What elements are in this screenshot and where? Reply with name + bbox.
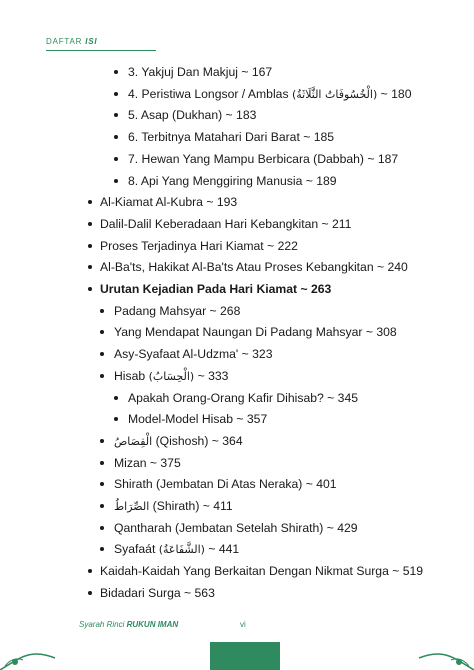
toc-entry-text — [100, 279, 331, 299]
toc-entry-text — [128, 127, 334, 147]
page-number: vi — [240, 620, 246, 629]
toc-entry-arabic: الْقِصَاصُ — [114, 434, 153, 448]
toc-entry[interactable] — [0, 127, 474, 147]
toc-entry-text — [114, 539, 239, 560]
bullet-icon — [100, 461, 104, 465]
toc-entry-title: Hisab — [114, 368, 146, 383]
toc-entry-arabic: (الْحِسَابُ) — [148, 369, 195, 383]
toc-entry[interactable] — [0, 344, 474, 364]
toc-entry[interactable] — [0, 409, 474, 429]
toc-entry-title: Apakah Orang-Orang Kafir Dihisab? ~ 345 — [128, 390, 359, 405]
toc-entry-text — [114, 453, 181, 473]
bullet-icon — [114, 157, 118, 161]
toc-entry-title: 6. Terbitnya Matahari Dari Barat ~ — [128, 130, 311, 145]
toc-entry-text — [114, 322, 397, 342]
bullet-icon — [100, 352, 104, 356]
toc-entry-text — [128, 388, 358, 408]
toc-entry-page: ~ 189 — [305, 173, 337, 188]
toc-entry-text — [100, 236, 298, 256]
toc-entry-title: Proses Terjadinya Hari Kiamat ~ 222 — [100, 238, 298, 253]
bullet-icon — [88, 591, 92, 595]
toc-entry-title: 7. Hewan Yang Mampu Berbicara (Dabbah) ~ 187 — [128, 151, 399, 166]
bullet-icon — [88, 200, 92, 204]
footer-book-title — [79, 620, 178, 629]
footer-ornament-left — [0, 628, 60, 670]
toc-entry[interactable] — [0, 301, 474, 321]
toc-entry[interactable] — [0, 279, 474, 299]
footer-tab-decoration — [210, 642, 280, 670]
toc-entry-text — [128, 409, 267, 429]
toc-entry-text — [100, 561, 423, 581]
footer-ornament-right — [414, 628, 474, 670]
toc-entry-title: Al-Ba'ts, Hakikat Al-Ba'ts Atau Proses Kebangkitan ~ 240 — [100, 260, 408, 275]
toc-entry-title: 4. Peristiwa Longsor / Amblas — [128, 86, 289, 101]
toc-entry[interactable] — [0, 539, 474, 559]
toc-entry[interactable] — [0, 257, 474, 277]
section-header — [46, 37, 97, 46]
toc-entry-arabic: الصِّرَاطُ — [114, 500, 150, 513]
toc-entry[interactable] — [0, 84, 474, 104]
toc-entry[interactable] — [0, 105, 474, 125]
toc-entry-text — [128, 84, 412, 105]
header-rule — [46, 50, 156, 51]
bullet-icon — [100, 547, 104, 551]
bullet-icon — [114, 396, 118, 400]
toc-entry-title: 3. Yakjuj Dan Makjuj — [128, 65, 238, 79]
toc-entry[interactable] — [0, 388, 474, 408]
header-label: DAFTAR — [46, 37, 83, 46]
header-label-bold: ISI — [85, 37, 98, 46]
bullet-icon — [100, 526, 104, 530]
bullet-icon — [88, 222, 92, 226]
toc-entry-title: Urutan Kejadian Pada Hari Kiamat ~ 263 — [100, 282, 332, 296]
toc-entry-text — [100, 192, 237, 212]
toc-entry-text — [128, 105, 256, 125]
toc-entry-title: Mizan ~ 375 — [114, 455, 181, 470]
toc-entry-title: Model-Model Hisab ~ 357 — [128, 412, 268, 427]
bullet-icon — [114, 92, 118, 96]
toc-entry-page: ~ 167 — [241, 65, 273, 79]
bullet-icon — [88, 265, 92, 269]
toc-entry[interactable] — [0, 214, 474, 234]
toc-entry-title: Kaidah-Kaidah Yang Berkaitan Dengan Nikmat Surga ~ 519 — [100, 564, 424, 579]
bullet-icon — [114, 70, 118, 74]
toc-entry-title: Asy-Syafaat Al-Udzma' ~ 323 — [114, 347, 273, 362]
toc-entry[interactable] — [0, 149, 474, 169]
toc-entry[interactable] — [0, 366, 474, 386]
footer-book-light: Syarah Rinci — [79, 620, 125, 629]
bullet-icon — [114, 135, 118, 139]
toc-entry-page: ~ 180 — [380, 86, 412, 101]
toc-entry-title: Qantharah (Jembatan Setelah Shirath) ~ 429 — [114, 520, 358, 535]
bullet-icon — [100, 439, 104, 443]
toc-entry-text — [114, 344, 272, 364]
toc-entry-page: 185 — [313, 130, 335, 145]
toc-entry-text — [100, 257, 408, 277]
toc-entry[interactable] — [0, 62, 474, 82]
toc-entry-title: Dalil-Dalil Keberadaan Hari Kebangkitan ~ 211 — [100, 216, 352, 231]
toc-entry[interactable] — [0, 583, 474, 603]
toc-entry-text — [114, 518, 358, 538]
toc-entry-text — [114, 366, 228, 387]
bullet-icon — [114, 417, 118, 421]
toc-entry-title: 5. Asap (Dukhan) ~ 183 — [128, 108, 257, 123]
toc-entry-title: Syafaát — [114, 542, 156, 557]
bullet-icon — [88, 287, 92, 291]
toc-entry[interactable] — [0, 474, 474, 494]
bullet-icon — [100, 374, 104, 378]
bullet-icon — [100, 482, 104, 486]
toc-entry-text — [128, 62, 272, 82]
toc-entry-text — [100, 583, 215, 603]
bullet-icon — [114, 113, 118, 117]
toc-entry-text — [114, 301, 240, 321]
toc-entry-title: Yang Mendapat Naungan Di Padang Mahsyar ~ 308 — [114, 325, 397, 340]
toc-entry-text — [128, 171, 337, 191]
toc-entry[interactable] — [0, 236, 474, 256]
toc-entry-title: 8. Api Yang Menggiring Manusia — [128, 173, 303, 188]
toc-entry-text — [100, 214, 351, 234]
toc-entry-title: Al-Kiamat Al-Kubra ~ 193 — [100, 195, 238, 210]
bullet-icon — [88, 244, 92, 248]
toc-entry[interactable] — [0, 431, 474, 451]
bullet-icon — [114, 179, 118, 183]
toc-entry-page: ~ 333 — [197, 368, 229, 383]
toc-entry-title: Bidadari Surga ~ 563 — [100, 585, 215, 600]
toc-entry-text — [114, 431, 243, 452]
toc-entry-arabic: (الشَّفَاعَةُ) — [158, 543, 205, 557]
toc-entry[interactable] — [0, 322, 474, 342]
bullet-icon — [100, 504, 104, 508]
toc-entry-title: Padang Mahsyar ~ 268 — [114, 303, 241, 318]
toc-entry[interactable] — [0, 496, 474, 516]
toc-entry[interactable] — [0, 171, 474, 191]
toc-entry[interactable] — [0, 561, 474, 581]
toc-entry[interactable] — [0, 453, 474, 473]
toc-entry-title: (Shirath) ~ 411 — [152, 499, 233, 513]
toc-entry[interactable] — [0, 518, 474, 538]
footer-book-bold: RUKUN IMAN — [126, 620, 179, 629]
toc-entry-text — [114, 474, 337, 494]
toc-entry[interactable] — [0, 192, 474, 212]
bullet-icon — [100, 309, 104, 313]
bullet-icon — [100, 330, 104, 334]
toc-entry-text — [114, 496, 233, 517]
toc-entry-title: (Qishosh) ~ 364 — [155, 433, 243, 448]
bullet-icon — [88, 569, 92, 573]
toc-entry-page: ~ 441 — [208, 542, 240, 557]
toc-entry-arabic: (الْخُسُوفَاتُ الثَّلَاثَةُ) — [291, 87, 378, 101]
toc-entry-text — [128, 149, 398, 169]
toc-entry-title: Shirath (Jembatan Di Atas Neraka) ~ 401 — [114, 477, 337, 492]
